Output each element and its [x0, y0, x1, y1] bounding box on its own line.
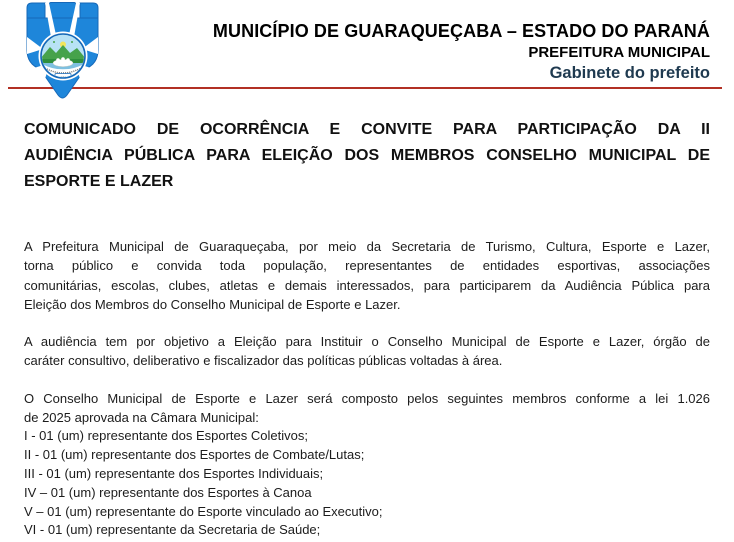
header-dept-line: PREFEITURA MUNICIPAL [528, 44, 710, 61]
title-line: COMUNICADO DE OCORRÊNCIA E CONVITE PARA PARTICIPAÇÃO DA II [24, 121, 710, 138]
list-item: I - 01 (um) representante dos Esportes Coletivos; [24, 428, 308, 444]
paragraph-intro [24, 237, 710, 314]
list-item: III - 01 (um) representante dos Esportes Individuais; [24, 465, 324, 481]
body-line: torna público e convida toda população, representantes de entidades esportivas, associações [24, 258, 710, 274]
body-line: comunitárias, escolas, clubes, atletas e demais interessados, para participarem da Audiência Pública para [24, 277, 710, 293]
paragraph-objective [24, 332, 710, 371]
list-item: V – 01 (um) representante do Esporte vinculado ao Executivo; [24, 503, 383, 519]
header-divider-rule [8, 87, 722, 89]
list-item: IV – 01 (um) representante dos Esportes à Canoa [24, 484, 312, 500]
list-item: II - 01 (um) representante dos Esportes de Combate/Lutas; [24, 447, 365, 463]
header-office-line: Gabinete do prefeito [549, 64, 710, 82]
paragraph-composition [24, 389, 710, 428]
member-list [24, 427, 710, 540]
title-line: ESPORTE E LAZER [24, 173, 174, 190]
list-item: VI - 01 (um) representante da Secretaria de Saúde; [24, 522, 321, 538]
header-org-line: MUNICÍPIO DE GUARAQUEÇABA – ESTADO DO PARANÁ [212, 21, 710, 41]
body-line: caráter consultivo, deliberativo e fiscalizador das políticas públicas voltadas à área. [24, 353, 503, 369]
body-line: de 2025 aprovada na Câmara Municipal: [24, 410, 259, 426]
header [213, 20, 710, 84]
body-line: A Prefeitura Municipal de Guaraqueçaba, por meio da Secretaria de Turismo, Cultura, Esporte e Lazer, [24, 239, 710, 254]
body-line: O Conselho Municipal de Esporte e Lazer será composto pelos seguintes membros conforme a lei 1.026 [24, 390, 710, 406]
body-line: Eleição dos Membros do Conselho Municipal de Esporte e Lazer. [24, 296, 401, 312]
title-line: AUDIÊNCIA PÚBLICA PARA ELEIÇÃO DOS MEMBROS CONSELHO MUNICIPAL DE [24, 147, 710, 164]
document-title [24, 117, 710, 195]
municipal-coat-of-arms-icon [19, 2, 106, 100]
body-line: A audiência tem por objetivo a Eleição para Instituir o Conselho Municipal de Esporte e Lazer, órgão de [24, 334, 710, 350]
document-body [24, 117, 710, 540]
